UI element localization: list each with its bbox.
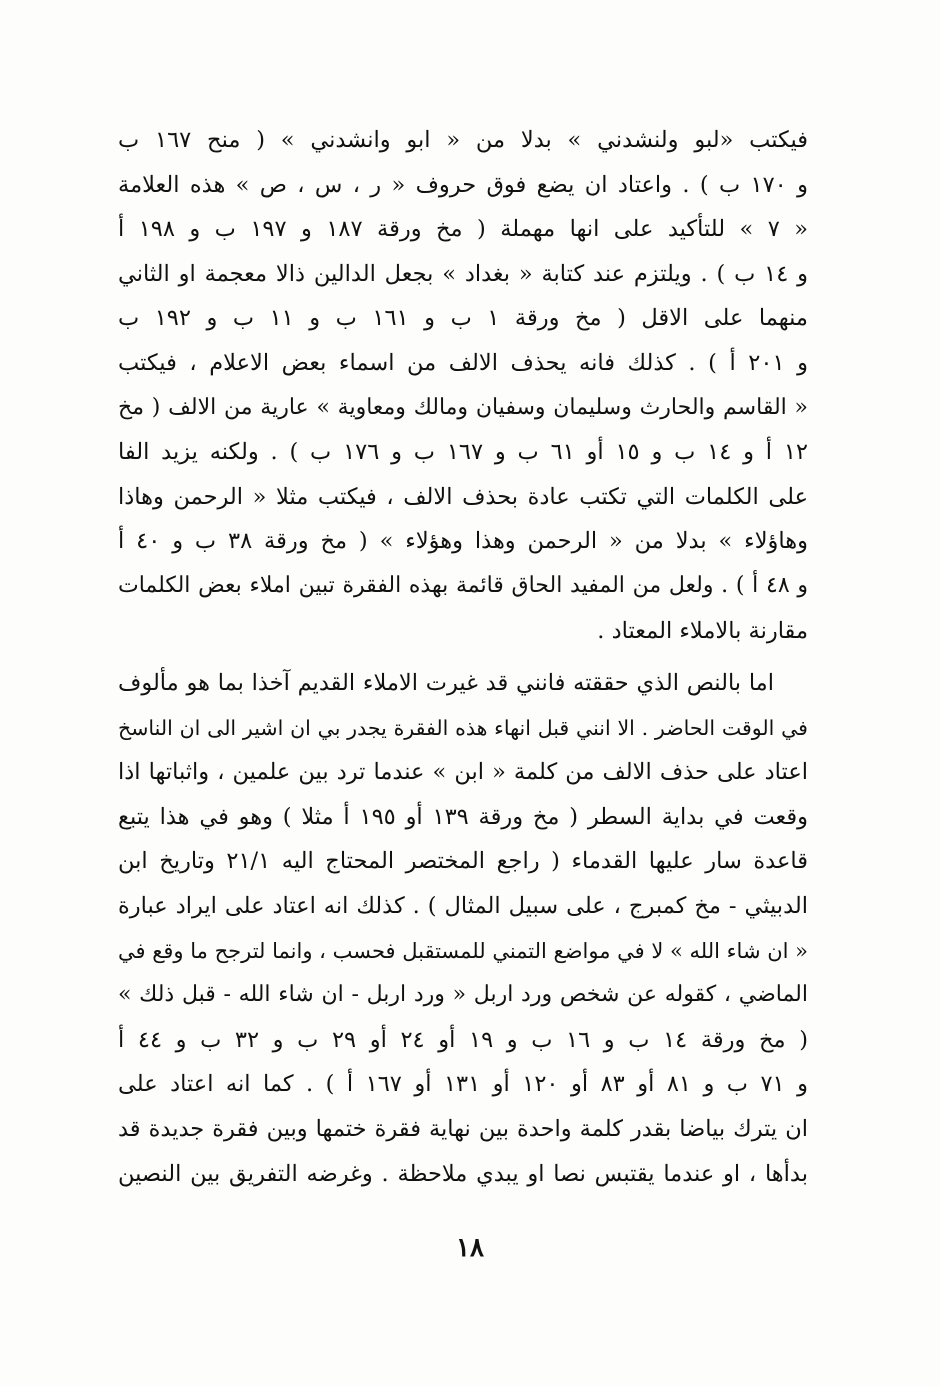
text-line: ان يترك بياضا بقدر كلمة واحدة بين نهاية فقرة ختمها وبين فقرة جديدة قد: [118, 1115, 808, 1142]
text-line: و ٢٠١ أ ) . كذلك فانه يحذف الالف من اسماء بعض الاعلام ، فيكتب: [118, 349, 808, 376]
text-line: على الكلمات التي تكتب عادة بحذف الالف ، فيكتب مثلا « الرحمن وهاذا: [118, 483, 808, 510]
text-line: مقارنة بالاملاء المعتاد .: [597, 617, 808, 644]
text-line: الماضي ، كقوله عن شخص ورد اربل « ورد اربل - ان شاء الله - قبل ذلك »: [118, 982, 808, 1008]
text-line: منهما على الاقل ( مخ ورقة ١ ب و ١٦١ ب و ١١ ب و ١٩٢ ب: [118, 305, 808, 332]
text-line: الدبيثي - مخ كمبرج ، على سبيل المثال ) . كذلك انه اعتاد على ايراد عبارة: [118, 892, 808, 919]
text-line: وهاؤلاء » بدلا من « الرحمن وهذا وهؤلاء » ( مخ ورقة ٣٨ ب و ٤٠ أ: [118, 528, 808, 555]
text-line: فيكتب «لبو ولنشدني » بدلا من « ابو وانشدني » ( منح ١٦٧ ب: [118, 127, 808, 153]
text-line: « ٧ » للتأكيد على انها مهملة ( مخ ورقة ١٨٧ و ١٩٧ ب و ١٩٨ أ: [118, 216, 808, 243]
text-line: و ٧١ ب و ٨١ أو ٨٣ أو ١٢٠ أو ١٣١ أو ١٦٧ أ ) . كما انه اعتاد على: [118, 1071, 808, 1098]
text-line: اما بالنص الذي حققته فانني قد غيرت الاملاء القديم آخذا بما هو مألوف: [118, 670, 774, 696]
text-line: ١٢ أ و ١٤ ب و ١٥ أو ٦١ ب و ١٦٧ ب و ١٧٦ ب ) . ولكنه يزيد الفا: [118, 439, 808, 466]
text-line: اعتاد على حذف الالف من كلمة « ابن » عندما ترد بين علمين ، واثباتها اذا: [118, 759, 808, 786]
text-line: وقعت في بداية السطر ( مخ ورقة ١٣٩ أو ١٩٥ أ مثلا ) وهو في هذا يتبع: [118, 803, 808, 830]
text-line: « ان شاء الله » لا في مواضع التمني للمستقبل فحسب ، وانما لترجح ما وقع في: [118, 938, 808, 963]
page-number: ١٨: [456, 1233, 484, 1263]
text-line: في الوقت الحاضر . الا انني قبل انهاء هذه الفقرة يجدر بي ان اشير الى ان الناسخ: [118, 715, 808, 740]
paragraph-2: [118, 661, 808, 1196]
text-line: و ١٤ ب ) . ويلتزم عند كتابة « بغداد » بجعل الدالين ذالا معجمة او الثاني: [118, 260, 808, 287]
text-line: بدأها ، او عندما يقتبس نصا او يبدي ملاحظة . وغرضه التفريق بين النصين: [118, 1160, 808, 1187]
text-line: و ٤٨ أ ) . ولعل من المفيد الحاق قائمة بهذه الفقرة تبين املاء بعض الكلمات: [118, 572, 808, 598]
paragraph-1: [118, 118, 808, 653]
text-line: و ١٧٠ ب ) . واعتاد ان يضع فوق حروف « ر ، س ، ص » هذه العلامة: [118, 171, 808, 198]
text-line: « القاسم والحارث وسليمان وسفيان ومالك ومعاوية » عارية من الالف ( مخ: [118, 394, 808, 420]
text-line: ( مخ ورقة ١٤ ب و ١٦ ب و ١٩ أو ٢٤ أو ٢٩ ب و ٣٢ ب و ٤٤ أ: [118, 1026, 808, 1053]
text-line: قاعدة سار عليها القدماء ( راجع المختصر المحتاج اليه ٢١/١ وتاريخ ابن: [118, 848, 808, 875]
